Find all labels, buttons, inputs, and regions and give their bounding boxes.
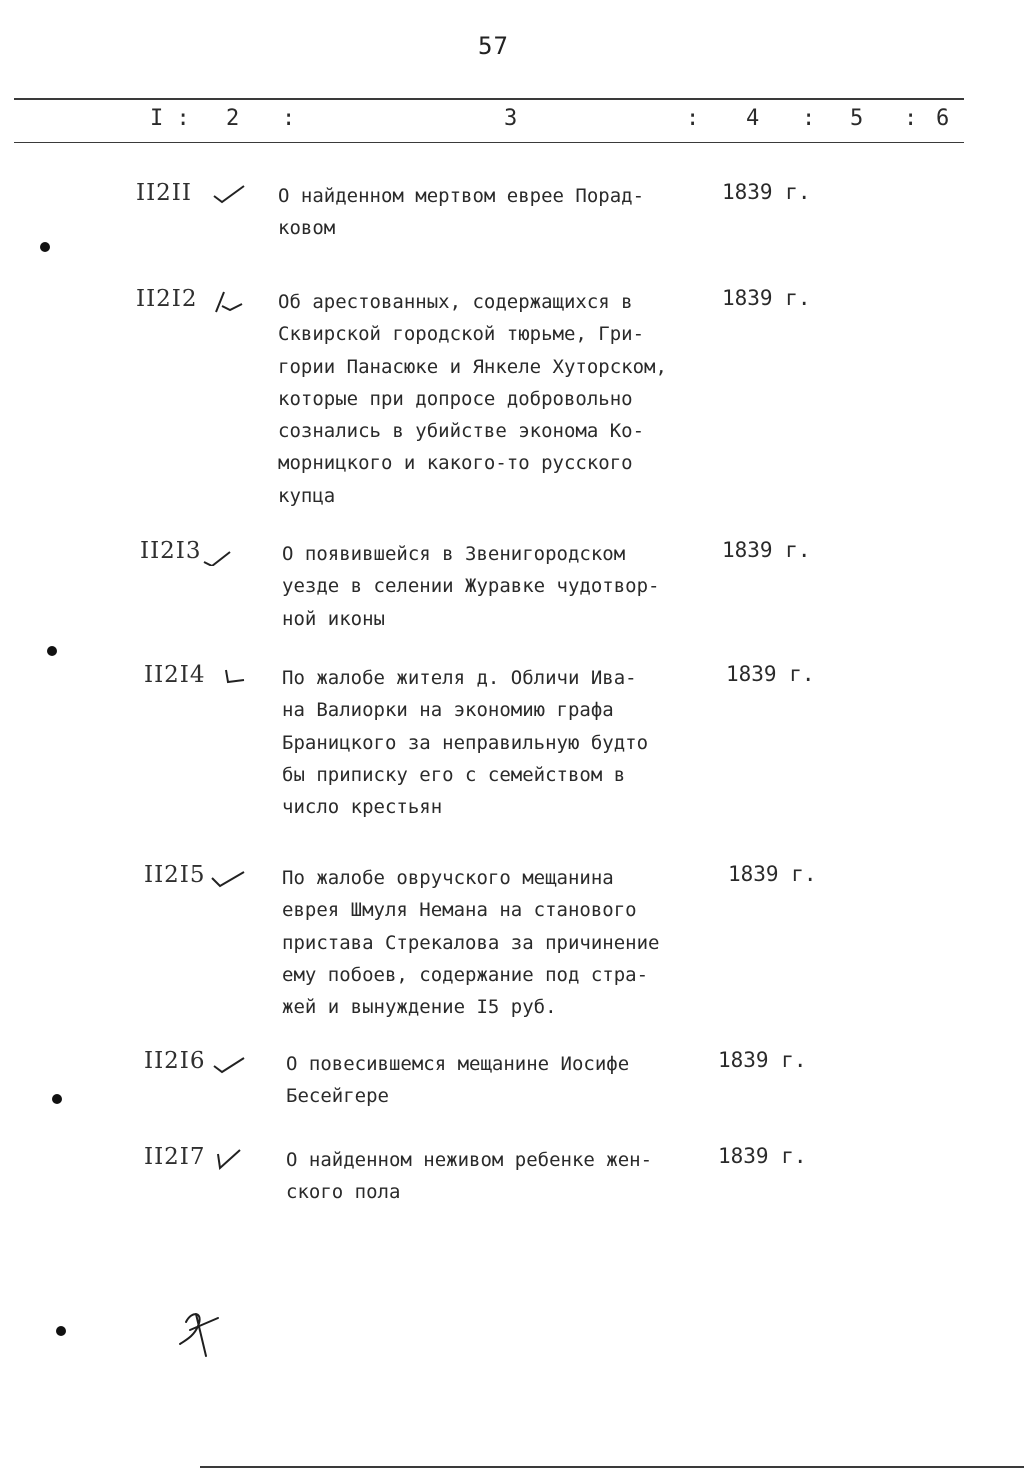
entry-description: По жалобе овручского мещанина еврея Шмуля Немана на станового пристава Стрекалова за причинение ему побоев, содержание под стра- жей и вынуждение I5 руб. — [282, 867, 660, 1019]
header-col-3: 3 — [504, 106, 518, 131]
checkmark-icon — [210, 864, 246, 888]
entry-description: Об арестованных, содержащихся в Сквирской городской тюрьме, Гри- гории Панасюке и Янкеле Хуторском, которые при допросе добровольно сознались в убийстве эконома Ко- морницкого и какого-то русского купца — [278, 291, 667, 507]
entry-year: 1839 г. — [722, 286, 811, 310]
checkmark-icon — [200, 540, 234, 566]
entry-number: II2I4 — [144, 662, 206, 688]
header-col-6: 6 — [936, 106, 950, 131]
entry-year: 1839 г. — [722, 538, 811, 562]
punch-hole — [52, 1094, 62, 1104]
entry-number: II2I7 — [144, 1144, 206, 1170]
entry-description: О повесившемся мещанине Иосифе Бесейгере — [286, 1053, 630, 1108]
entry-year: 1839 г. — [728, 862, 817, 886]
entry-year: 1839 г. — [718, 1144, 807, 1168]
entry-number: II2I5 — [144, 862, 206, 888]
page-bottom-rule — [200, 1466, 1024, 1468]
header-separator-3: : — [686, 106, 700, 131]
header-col-4: 4 — [746, 106, 760, 131]
checkmark-icon — [214, 1146, 244, 1172]
entry-description: По жалобе жителя д. Обличи Ива- на Валиорки на экономию графа Браницкого за неправильную будто бы приписку его с семейством в число крестьян — [282, 667, 649, 819]
entry-year: 1839 г. — [722, 180, 811, 204]
header-bottom-rule — [14, 142, 964, 143]
punch-hole — [40, 242, 50, 252]
checkmark-icon — [222, 664, 248, 688]
header-separator-2: : — [282, 106, 296, 131]
entry-year: 1839 г. — [718, 1048, 807, 1072]
checkmark-icon — [212, 182, 246, 206]
entry-number: II2I6 — [144, 1048, 206, 1074]
entry-number: II2II — [136, 180, 192, 206]
punch-hole — [47, 646, 57, 656]
header-separator-4: : — [802, 106, 816, 131]
entry-description: О найденном неживом ребенке жен- ского пола — [286, 1149, 653, 1204]
entry-year: 1839 г. — [726, 662, 815, 686]
header-col-1: I : — [150, 106, 190, 131]
checkmark-icon — [212, 288, 246, 314]
handwritten-signature — [172, 1300, 232, 1360]
header-col-5: 5 — [850, 106, 864, 131]
entry-description: О появившейся в Звенигородском уезде в селении Журавке чудотвор- ной иконы — [282, 543, 660, 630]
header-top-rule — [14, 98, 964, 100]
header-separator-5: : — [904, 106, 918, 131]
checkmark-icon — [212, 1050, 246, 1074]
punch-hole — [56, 1326, 66, 1336]
page-number: 57 — [478, 32, 509, 60]
entry-description: О найденном мертвом еврее Порад- ковом — [278, 185, 645, 240]
entry-number: II2I2 — [136, 286, 198, 312]
entry-number: II2I3 — [140, 538, 202, 564]
header-col-2: 2 — [226, 106, 240, 131]
